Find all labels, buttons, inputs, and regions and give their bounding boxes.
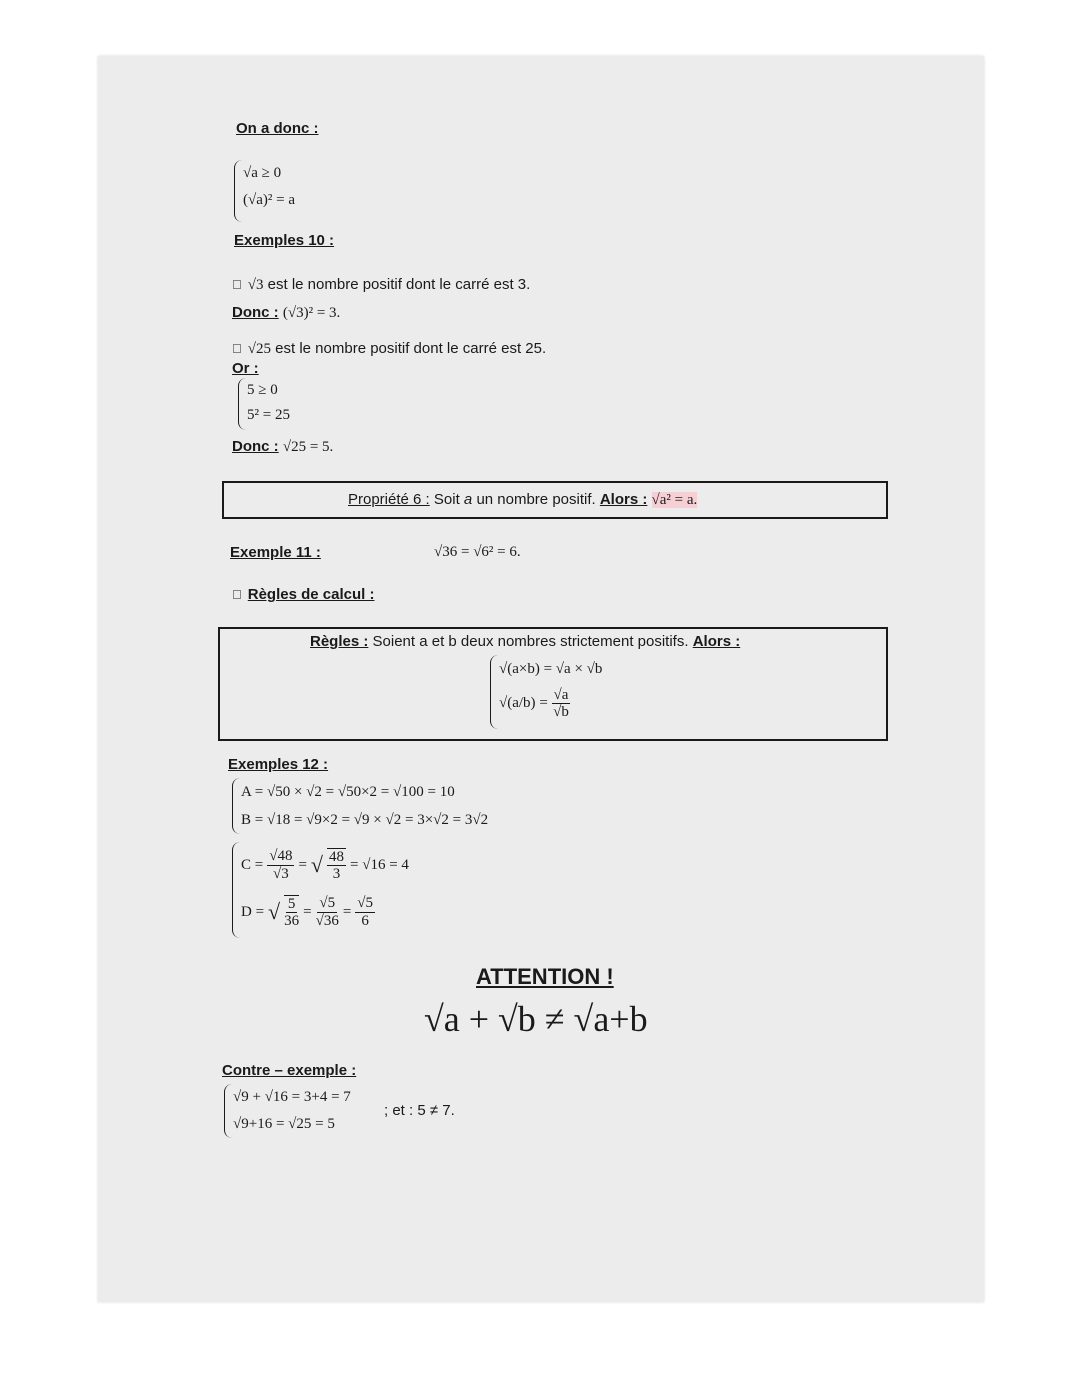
fraction [327, 848, 346, 883]
rule-line: √(a×b) = √a × √b [499, 661, 603, 677]
body-text: est le nombre positif dont le carré est 25. [265, 340, 537, 357]
fraction [355, 895, 375, 929]
system-line: 5² = 25 [247, 407, 290, 423]
document-page [98, 56, 984, 1302]
system-of-equations-1 [234, 160, 295, 222]
exemples-10-heading: Exemples 10 : [234, 232, 335, 249]
or-label: Or : [232, 360, 259, 377]
apple-bullet-icon [232, 587, 242, 602]
denominator: √3 [272, 865, 289, 882]
denominator: √36 [315, 912, 339, 929]
apple-bullet-icon [232, 341, 242, 356]
donc-label: Donc : [232, 304, 279, 321]
example-line [232, 276, 530, 294]
contre-exemple-heading: Contre – exemple : [222, 1062, 357, 1079]
regles-heading: Règles de calcul : [238, 586, 365, 603]
math-expression: √25 = 5. [282, 439, 334, 455]
numerator: √48 [269, 848, 293, 864]
body-text: Soient a et b deux nombres strictement positifs. [372, 633, 689, 650]
donc-line [232, 438, 333, 456]
attention-title: ATTENTION ! [476, 964, 614, 989]
denominator: √b [553, 704, 569, 721]
numerator: √a [553, 686, 569, 703]
example-line [232, 340, 546, 358]
section-heading: On a donc : [236, 120, 319, 137]
contre-exemple-system [224, 1084, 351, 1138]
donc-line [232, 304, 340, 322]
system-line: √9 + √16 = 3+4 = 7 [233, 1089, 351, 1105]
numerator: √5 [357, 895, 374, 911]
denominator: 6 [361, 912, 369, 929]
fraction [316, 895, 339, 929]
denominator: 36 [284, 913, 300, 929]
denominator: 3 [332, 866, 341, 882]
numerator: √5 [319, 895, 336, 911]
system-line: √a ≥ 0 [243, 165, 282, 181]
alors-label: Alors : [599, 491, 648, 508]
regles-box [218, 627, 888, 741]
numerator: 48 [329, 848, 344, 865]
rule-lhs: √(a/b) [499, 695, 536, 711]
example-a: A = √50 × √2 = √50×2 = √100 = 10 [241, 784, 455, 800]
contre-exemple-conclusion: ; et : 5 ≠ 7. [384, 1102, 455, 1119]
system-line: √9+16 = √25 = 5 [233, 1116, 335, 1132]
variable: a [463, 491, 473, 508]
body-text: un nombre positif. [476, 491, 596, 508]
fraction [284, 895, 299, 930]
math-expression: √36 = √6² = 6. [434, 544, 521, 560]
fraction [552, 687, 571, 721]
example-d: D = √ $\frac{5}{36}$ = $\frac{√5}{√36}$ = $\frac{√5}{6}$ [241, 895, 374, 929]
rules-system [490, 655, 602, 729]
propriete-6-content [348, 491, 697, 509]
fraction [267, 848, 294, 882]
regles-label: Règles : [310, 633, 369, 650]
d-label: D = [241, 903, 265, 920]
exemples-12-heading: Exemples 12 : [228, 756, 329, 773]
c-result: = √16 = 4 [350, 856, 409, 873]
propriete-6-box [222, 481, 888, 519]
rule-line: √(a/b) = $\frac{√a}{√b}$ [499, 686, 569, 721]
apple-bullet-icon [232, 277, 242, 292]
body-text: est le nombre positif dont le carré est 3. [257, 276, 521, 293]
propriete-label: Propriété 6 : [348, 491, 430, 508]
system-of-equations-2 [238, 378, 290, 430]
body-text: Soit [433, 491, 460, 508]
math-expression: √3 [238, 277, 254, 293]
numerator: 5 [287, 895, 296, 912]
example-b: B = √18 = √9×2 = √9 × √2 = 3×√2 = 3√2 [241, 812, 489, 828]
regles-content [310, 633, 740, 650]
math-expression: √25 [238, 341, 262, 357]
donc-label: Donc : [232, 438, 279, 455]
system-line: (√a)² = a [243, 192, 295, 208]
math-expression: (√3)² = 3. [282, 305, 341, 321]
highlighted-formula: √a² = a. [651, 492, 698, 508]
attention-formula: √a + √b ≠ √a+b [424, 999, 648, 1039]
alors-label: Alors : [692, 633, 741, 650]
system-line: 5 ≥ 0 [247, 382, 278, 398]
exemple-11-heading: Exemple 11 : [230, 544, 321, 561]
examples-cd-system [232, 842, 409, 938]
examples-ab-system [232, 778, 488, 834]
c-label: C = [241, 856, 264, 873]
regles-heading-line [232, 586, 374, 603]
example-c: C = $\frac{√48}{√3}$ = √ $\frac{48}{3}$ = √16 = 4 [241, 848, 409, 882]
